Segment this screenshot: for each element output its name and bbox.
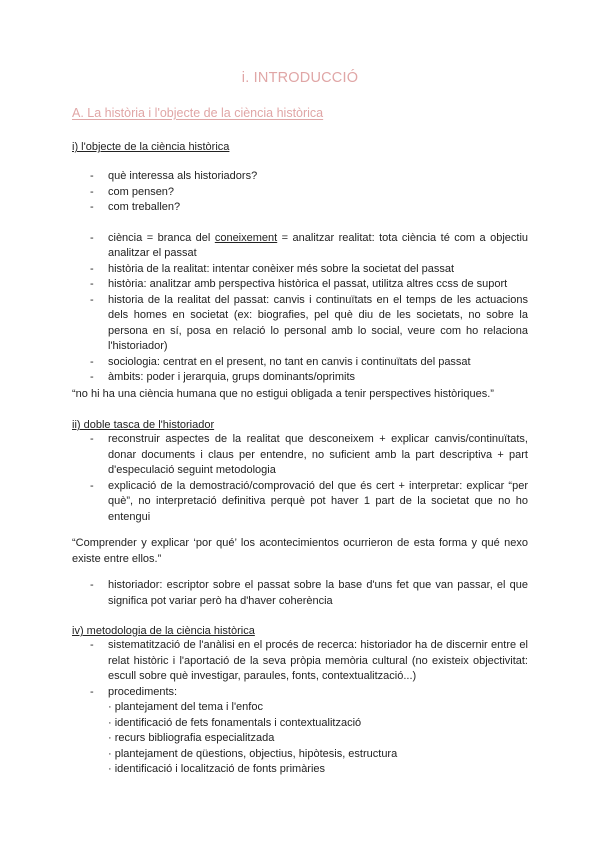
page-title: i. INTRODUCCIÓ [241,70,359,86]
section-heading: i) l'objecte de la ciència històrica [72,141,230,153]
list-item: - explicació de la demostració/comprovació del que és cert + interpretar: explicar “per què”, no interpretació definitiva perquè pot haver 1 part de la societat que no ho entengui [72,479,528,526]
list-item: - sociologia: centrat en el present, no tant en canvis i continuïtats del passat [72,355,528,371]
list-item: - historia de la realitat del passat: canvis i continuïtats en el temps de les actuacions dels homes en societat (ex: biografies, pel què diu de les societats, no sobre la persona en sí, posa en relació lo personal amb lo social, veure com ho relaciona l'historiador) [72,293,528,355]
list-item: - història: analitzar amb perspectiva històrica el passat, utilitza altres ccss de suport [72,277,528,293]
list-item: - què interessa als historiadors? [72,169,528,185]
list-item: - història de la realitat: intentar conèixer més sobre la societat del passat [72,262,528,278]
section-historiador [72,578,528,609]
underlined-term: coneixement [214,231,278,244]
list-item: - sistematització de l'anàlisi en el procés de recerca: historiador ha de discernir entre el relat històric i l'aportació de la seva pròpia memòria cultural (no existeix objectivitat: escull sobre què investigar, paraules, fonts, contextualització...) [72,638,528,685]
section-heading: iv) metodologia de la ciència històrica [72,625,255,637]
bullets-list [72,638,528,778]
list-item: - historiador: escriptor sobre el passat sobre la base d'uns fet que van passar, el que significa pot variar però ha d'haver coherència [72,578,528,609]
section-subtitle: A. La història i l'objecte de la ciència històrica [72,106,324,120]
procedure-item: · recurs bibliografia especialitzada [108,732,275,744]
bullets-list [72,231,528,386]
bullets-list [72,578,528,609]
quote: “no hi ha una ciència humana que no estigui obligada a tenir perspectives històriques.” [72,388,494,400]
section-doble-tasca [72,418,528,525]
procedure-item: · plantejament del tema i l'enfoc [108,701,263,713]
list-item [72,685,528,778]
procedure-item: · plantejament de qüestions, objectius, hipòtesis, estructura [108,747,398,760]
procedures-list [108,700,528,778]
bullets-list [72,432,528,525]
questions-list [72,169,528,216]
list-item: - reconstruir aspectes de la realitat que desconeixem + explicar canvis/continuïtats, donar documents i claus per entendre, no suficient amb la part descriptiva + part d'especulació seguint metodologia [72,432,528,479]
quote: “Comprender y explicar ‘por qué’ los acontecimientos ocurrieron de esta forma y qué nexo existe entre ellos.” [72,537,528,565]
procedure-item: · identificació i localització de fonts primàries [108,763,326,775]
text-span: = analitzar realitat: tota ciència té com a objectiu analitzar el passat [108,231,529,259]
procedures-label: procediments: [108,685,178,698]
list-item: - com treballen? [72,200,528,216]
section-heading: ii) doble tasca de l'historiador [72,419,215,431]
procedure-item: · identificació de fets fonamentals i contextualització [108,716,362,729]
section-metodologia [72,624,528,778]
text-span: ciència = branca del [108,231,215,244]
list-item: - com pensen? [72,185,528,201]
list-item: - àmbits: poder i jerarquia, grups dominants/oprimits [72,370,528,386]
section-objecte [72,140,528,386]
list-item [72,231,528,262]
